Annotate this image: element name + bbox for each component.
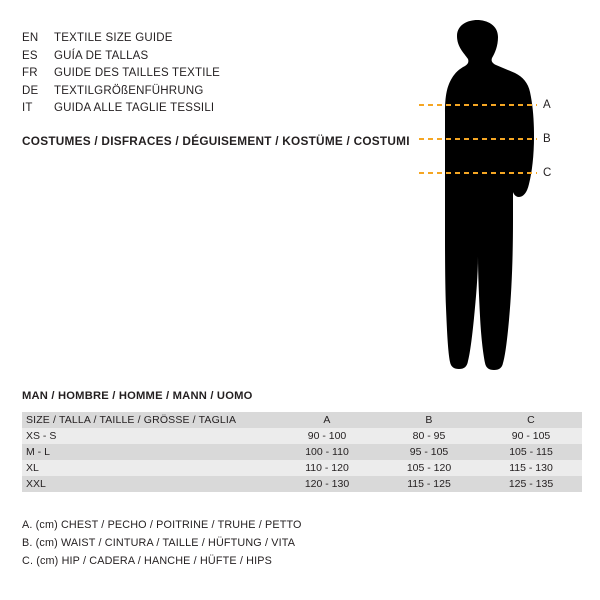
language-text-de: TEXTILGRÖßENFÜHRUNG — [54, 84, 204, 97]
cell-c: 90 - 105 — [480, 428, 582, 444]
language-code-es: ES — [22, 49, 38, 62]
cell-size: XS - S — [22, 428, 276, 444]
table-row — [22, 444, 582, 460]
cell-b: 80 - 95 — [378, 428, 480, 444]
column-header-b: B — [378, 412, 480, 428]
column-header-a: A — [276, 412, 378, 428]
cell-b: 105 - 120 — [378, 460, 480, 476]
cell-b: 95 - 105 — [378, 444, 480, 460]
column-header-size: SIZE / TALLA / TAILLE / GRÖSSE / TAGLIA — [22, 412, 276, 428]
language-row-it — [22, 100, 352, 118]
legend-line-c: C. (cm) HIP / CADERA / HANCHE / HÜFTE / HIPS — [22, 555, 272, 567]
size-table-body — [22, 428, 582, 492]
table-row — [22, 476, 582, 492]
size-table-head — [22, 412, 582, 428]
cell-c: 115 - 130 — [480, 460, 582, 476]
cell-size: XXL — [22, 476, 276, 492]
silhouette-svg — [395, 20, 585, 375]
body-silhouette — [395, 20, 585, 375]
cell-size: XL — [22, 460, 276, 476]
language-row-en — [22, 30, 352, 48]
language-list — [22, 30, 352, 118]
legend-line-b: B. (cm) WAIST / CINTURA / TAILLE / HÜFTUNG / VITA — [22, 537, 296, 549]
language-row-de — [22, 83, 352, 101]
table-row — [22, 428, 582, 444]
language-code-fr: FR — [22, 67, 38, 79]
language-text-fr: GUIDE DES TAILLES TEXTILE — [54, 67, 221, 79]
language-code-de: DE — [22, 84, 39, 97]
measure-label-a: A — [543, 99, 551, 111]
cell-a: 120 - 130 — [276, 476, 378, 492]
language-row-es — [22, 48, 352, 66]
column-header-c: C — [480, 412, 582, 428]
table-header-row — [22, 412, 582, 428]
language-row-fr — [22, 65, 352, 83]
language-code-it: IT — [22, 102, 33, 114]
size-table — [22, 412, 582, 492]
measure-label-b: B — [543, 133, 551, 145]
language-text-es: GUÍA DE TALLAS — [54, 49, 149, 62]
cell-c: 125 - 135 — [480, 476, 582, 492]
cell-a: 90 - 100 — [276, 428, 378, 444]
silhouette-body — [445, 20, 534, 370]
language-code-en: EN — [22, 32, 39, 44]
costumes-subtitle: COSTUMES / DISFRACES / DÉGUISEMENT / KOSTÜME / COSTUMI — [22, 134, 410, 148]
cell-a: 110 - 120 — [276, 460, 378, 476]
cell-size: M - L — [22, 444, 276, 460]
cell-c: 105 - 115 — [480, 444, 582, 460]
legend-line-a: A. (cm) CHEST / PECHO / POITRINE / TRUHE / PETTO — [22, 519, 302, 531]
cell-a: 100 - 110 — [276, 444, 378, 460]
language-text-en: TEXTILE SIZE GUIDE — [54, 32, 173, 44]
table-row — [22, 460, 582, 476]
cell-b: 115 - 125 — [378, 476, 480, 492]
table-title: MAN / HOMBRE / HOMME / MANN / UOMO — [22, 390, 253, 402]
measurement-legend — [22, 516, 442, 570]
measure-label-c: C — [543, 167, 552, 179]
language-text-it: GUIDA ALLE TAGLIE TESSILI — [54, 102, 215, 114]
